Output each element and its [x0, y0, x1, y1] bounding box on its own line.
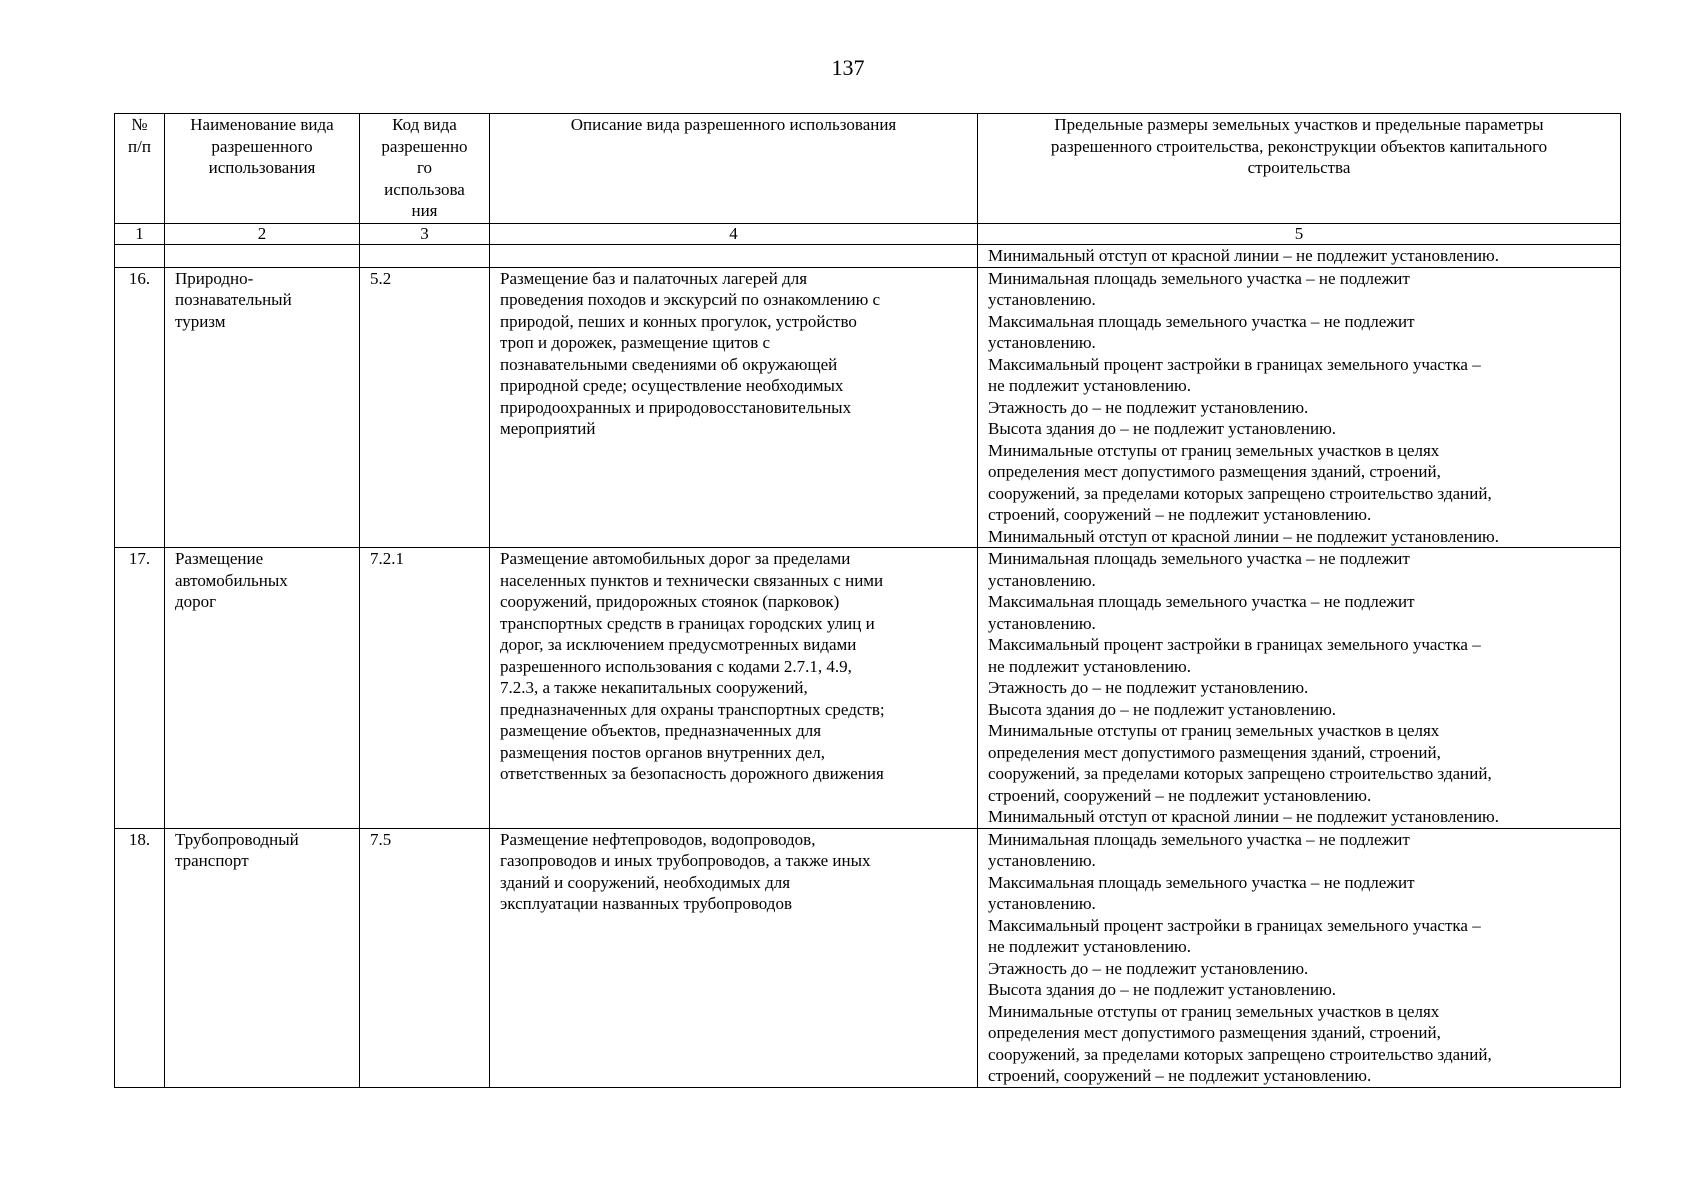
text-line: транспорт [175, 851, 249, 870]
use-name [165, 548, 360, 829]
text-line: использова [384, 179, 465, 199]
text-line: строительства [1247, 158, 1351, 177]
limit-params [978, 548, 1621, 829]
header-use-description [490, 114, 978, 224]
text-line: транспортных средств в границах городских улиц и [500, 613, 875, 633]
text-line: Минимальный отступ от красной линии – не подлежит установлению. [988, 807, 1499, 826]
text-line: эксплуатации названных трубопроводов [500, 894, 792, 913]
text-line: го [416, 158, 433, 177]
text-line: строений, сооружений – не подлежит установлению. [988, 785, 1372, 805]
text-line: строений, сооружений – не подлежит установлению. [988, 1066, 1372, 1085]
zoning-table [114, 113, 1621, 1088]
column-number: 2 [165, 224, 360, 245]
text-line: Размещение автомобильных дорог за пределами [500, 549, 851, 568]
column-number-row [115, 224, 1621, 245]
text-line: Высота здания до – не подлежит установлению. [988, 419, 1337, 438]
text-line: природоохранных и природовосстановительных [500, 397, 852, 417]
text-line: Минимальные отступы от границ земельных участков в целях [988, 440, 1440, 460]
text-line: Наименование вида [190, 115, 334, 134]
column-number: 5 [978, 224, 1621, 245]
text-line: разрешенно [381, 136, 468, 156]
column-number: 4 [490, 224, 978, 245]
text-line: мероприятий [500, 419, 596, 438]
text-line: Этажность до – не подлежит установлению. [988, 397, 1309, 417]
text-line: размещение объектов, предназначенных для [500, 721, 822, 740]
text-line: Этажность до – не подлежит установлению. [988, 678, 1309, 697]
use-name [165, 828, 360, 1087]
text-line: троп и дорожек, размещение щитов с [500, 333, 771, 352]
text-line: 7.2.3, а также некапитальных сооружений, [500, 678, 808, 697]
text-line: установлению. [988, 894, 1096, 913]
use-code: 7.2.1 [360, 548, 490, 829]
text-line: сооружений, придорожных стоянок (парковок) [500, 592, 840, 611]
text-line: определения мест допустимого размещения зданий, строений, [988, 462, 1441, 481]
use-code: 7.5 [360, 828, 490, 1087]
text-line: определения мест допустимого размещения зданий, строений, [988, 742, 1441, 762]
text-line: определения мест допустимого размещения зданий, строений, [988, 1023, 1441, 1042]
row-number: 16. [115, 267, 165, 548]
text-line: Минимальные отступы от границ земельных участков в целях [988, 1001, 1440, 1021]
text-line: Минимальный отступ от красной линии – не подлежит установлению. [988, 526, 1499, 546]
text-line: населенных пунктов и технически связанных с ними [500, 570, 884, 590]
text-line: Предельные размеры земельных участков и предельные параметры [1054, 115, 1544, 134]
text-line: № [131, 115, 148, 134]
text-line: сооружений, за пределами которых запрещено строительство зданий, [988, 764, 1492, 783]
text-line: Этажность до – не подлежит установлению. [988, 958, 1309, 978]
text-line: природой, пеших и конных прогулок, устройство [500, 311, 857, 331]
limit-params [978, 828, 1621, 1087]
text-line: Максимальный процент застройки в границах земельного участка – [988, 915, 1481, 935]
text-line: строений, сооружений – не подлежит установлению. [988, 505, 1372, 524]
limit-params [978, 267, 1621, 548]
text-line: установлению. [988, 570, 1096, 590]
text-line: Максимальная площадь земельного участка – не подлежит [988, 311, 1415, 331]
text-line: размещения постов органов внутренних дел, [500, 742, 825, 762]
text-line: использования [208, 158, 316, 177]
text-line: Минимальная площадь земельного участка – не подлежит [988, 829, 1410, 849]
row-number: 18. [115, 828, 165, 1087]
text-line: не подлежит установлению. [988, 376, 1192, 395]
text-line: разрешенного [211, 136, 313, 156]
text-line: Минимальные отступы от границ земельных участков в целях [988, 721, 1440, 740]
text-line: не подлежит установлению. [988, 937, 1192, 956]
text-line: Размещение [175, 549, 264, 568]
table-row [115, 267, 1621, 548]
text-line: природной среде; осуществление необходимых [500, 376, 844, 395]
table-row [115, 548, 1621, 829]
row-number: 17. [115, 548, 165, 829]
text-line: Минимальная площадь земельного участка – не подлежит [988, 549, 1410, 568]
use-name [165, 267, 360, 548]
continuation-params [978, 245, 1621, 268]
text-line: Размещение баз и палаточных лагерей для [500, 268, 808, 288]
column-number: 1 [115, 224, 165, 245]
text-line: дорог, за исключением предусмотренных видами [500, 635, 857, 654]
text-line: Код вида [392, 115, 457, 134]
text-line: туризм [175, 311, 226, 331]
text-line: п/п [128, 136, 151, 156]
text-line: установлению. [988, 333, 1096, 352]
text-line: Описание вида разрешенного использования [570, 115, 897, 134]
text-line: ния [411, 201, 438, 220]
table-row [115, 828, 1621, 1087]
text-line: ответственных за безопасность дорожного движения [500, 764, 884, 783]
header-limits [978, 114, 1621, 224]
header-number [115, 114, 165, 224]
text-line: Высота здания до – не подлежит установлению. [988, 980, 1337, 999]
header-use-code [360, 114, 490, 224]
use-description [490, 267, 978, 548]
text-line: разрешенного строительства, реконструкции объектов капитального [1050, 136, 1548, 156]
text-line: Природно- [175, 268, 254, 288]
text-line: газопроводов и иных трубопроводов, а также иных [500, 851, 871, 870]
continuation-row [115, 245, 1621, 268]
header-row [115, 114, 1621, 224]
text-line: Высота здания до – не подлежит установлению. [988, 699, 1337, 719]
text-line: Размещение нефтепроводов, водопроводов, [500, 829, 816, 849]
text-line: Максимальная площадь земельного участка – не подлежит [988, 592, 1415, 611]
text-line: Минимальная площадь земельного участка – не подлежит [988, 268, 1410, 288]
text-line: Максимальный процент застройки в границах земельного участка – [988, 635, 1481, 654]
text-line: установлению. [988, 851, 1096, 870]
text-line: зданий и сооружений, необходимых для [500, 872, 791, 892]
column-number: 3 [360, 224, 490, 245]
header-use-name [165, 114, 360, 224]
text-line: Максимальная площадь земельного участка – не подлежит [988, 872, 1415, 892]
text-line: Трубопроводный [175, 829, 299, 849]
use-description [490, 548, 978, 829]
text-line: сооружений, за пределами которых запрещено строительство зданий, [988, 483, 1492, 503]
text-line: автомобильных [175, 570, 288, 590]
text-line: установлению. [988, 613, 1096, 633]
text-line: познавательными сведениями об окружающей [500, 354, 838, 374]
text-line: разрешенного использования с кодами 2.7.1, 4.9, [500, 656, 852, 676]
text-line: познавательный [175, 290, 292, 309]
text-line: установлению. [988, 290, 1096, 309]
text-line: не подлежит установлению. [988, 656, 1192, 676]
text-line: проведения походов и экскурсий по ознакомлению с [500, 290, 881, 309]
page-number: 137 [831, 55, 865, 80]
text-line: Максимальный процент застройки в границах земельного участка – [988, 354, 1481, 374]
text-line: предназначенных для охраны транспортных средств; [500, 699, 885, 719]
text-line: дорог [175, 592, 217, 611]
text-line: Минимальный отступ от красной линии – не подлежит установлению. [988, 246, 1499, 265]
use-code: 5.2 [360, 267, 490, 548]
text-line: сооружений, за пределами которых запрещено строительство зданий, [988, 1044, 1492, 1064]
use-description [490, 828, 978, 1087]
